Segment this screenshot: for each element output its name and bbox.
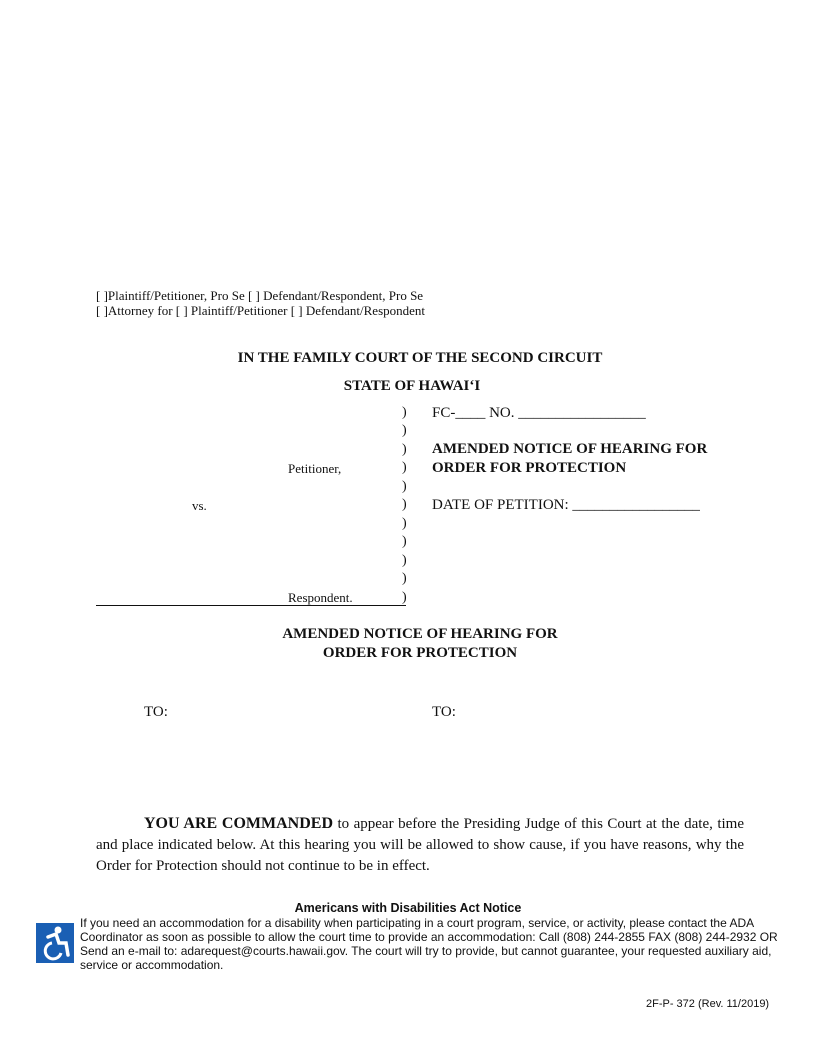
main-title-line2: ORDER FOR PROTECTION [322, 645, 518, 661]
paren: ) [402, 460, 407, 475]
to-left-label: TO: [144, 704, 168, 720]
to-right-label: TO: [432, 704, 456, 720]
paren: ) [402, 442, 407, 457]
paren: ) [402, 423, 407, 438]
court-title: IN THE FAMILY COURT OF THE SECOND CIRCUIT [237, 350, 603, 366]
ada-title: Americans with Disabilities Act Notice [294, 901, 522, 915]
party-checkboxes-line1: [ ]Plaintiff/Petitioner, Pro Se [ ] Defendant/Respondent, Pro Se [96, 288, 424, 303]
command-text: to appear before the Presiding Judge of this Court at the date, time and place indicated below. At this hearing you will be allowed to show cause, if you have reasons, why the Order for Protection should not continue to be in effect. [96, 816, 744, 874]
accessibility-icon [36, 923, 74, 963]
party-checkboxes-line2: [ ]Attorney for [ ] Plaintiff/Petitioner [ ] Defendant/Respondent [96, 303, 426, 318]
paren: ) [402, 553, 407, 568]
caption-doc-title-line2: ORDER FOR PROTECTION [432, 460, 627, 476]
form-number: 2F-P- 372 (Rev. 11/2019) [646, 998, 770, 1010]
respondent-label: Respondent. [288, 590, 353, 605]
paren: ) [402, 405, 407, 420]
paren: ) [402, 497, 407, 512]
petitioner-label: Petitioner, [288, 461, 342, 476]
paren: ) [402, 571, 407, 586]
paren: ) [402, 534, 407, 549]
case-number-field[interactable]: FC-____ NO. _________________ [432, 405, 646, 421]
caption-doc-title-line1: AMENDED NOTICE OF HEARING FOR [432, 441, 708, 457]
caption-underline [96, 605, 406, 606]
vs-label: vs. [192, 498, 207, 513]
main-title-line1: AMENDED NOTICE OF HEARING FOR [282, 626, 558, 642]
ada-notice-text: If you need an accommodation for a disability when participating in a court program, service, or activity, please contact the ADA Coordinator as soon as possible to allow the court time to provide an accommodation: Call (808) 244-2855 FAX (808) 244-2932 OR Send an e-mail to: adarequest@courts.hawaii.gov. The court will try to provide, but cannot guarantee, your requested auxiliary aid, service or accommodation. [80, 916, 778, 972]
command-bold: YOU ARE COMMANDED [144, 815, 333, 832]
date-of-petition-field[interactable]: DATE OF PETITION: _________________ [432, 497, 700, 513]
command-paragraph [96, 813, 744, 877]
paren: ) [402, 516, 407, 531]
paren: ) [402, 590, 407, 605]
paren: ) [402, 479, 407, 494]
court-state: STATE OF HAWAIʻI [343, 378, 481, 394]
